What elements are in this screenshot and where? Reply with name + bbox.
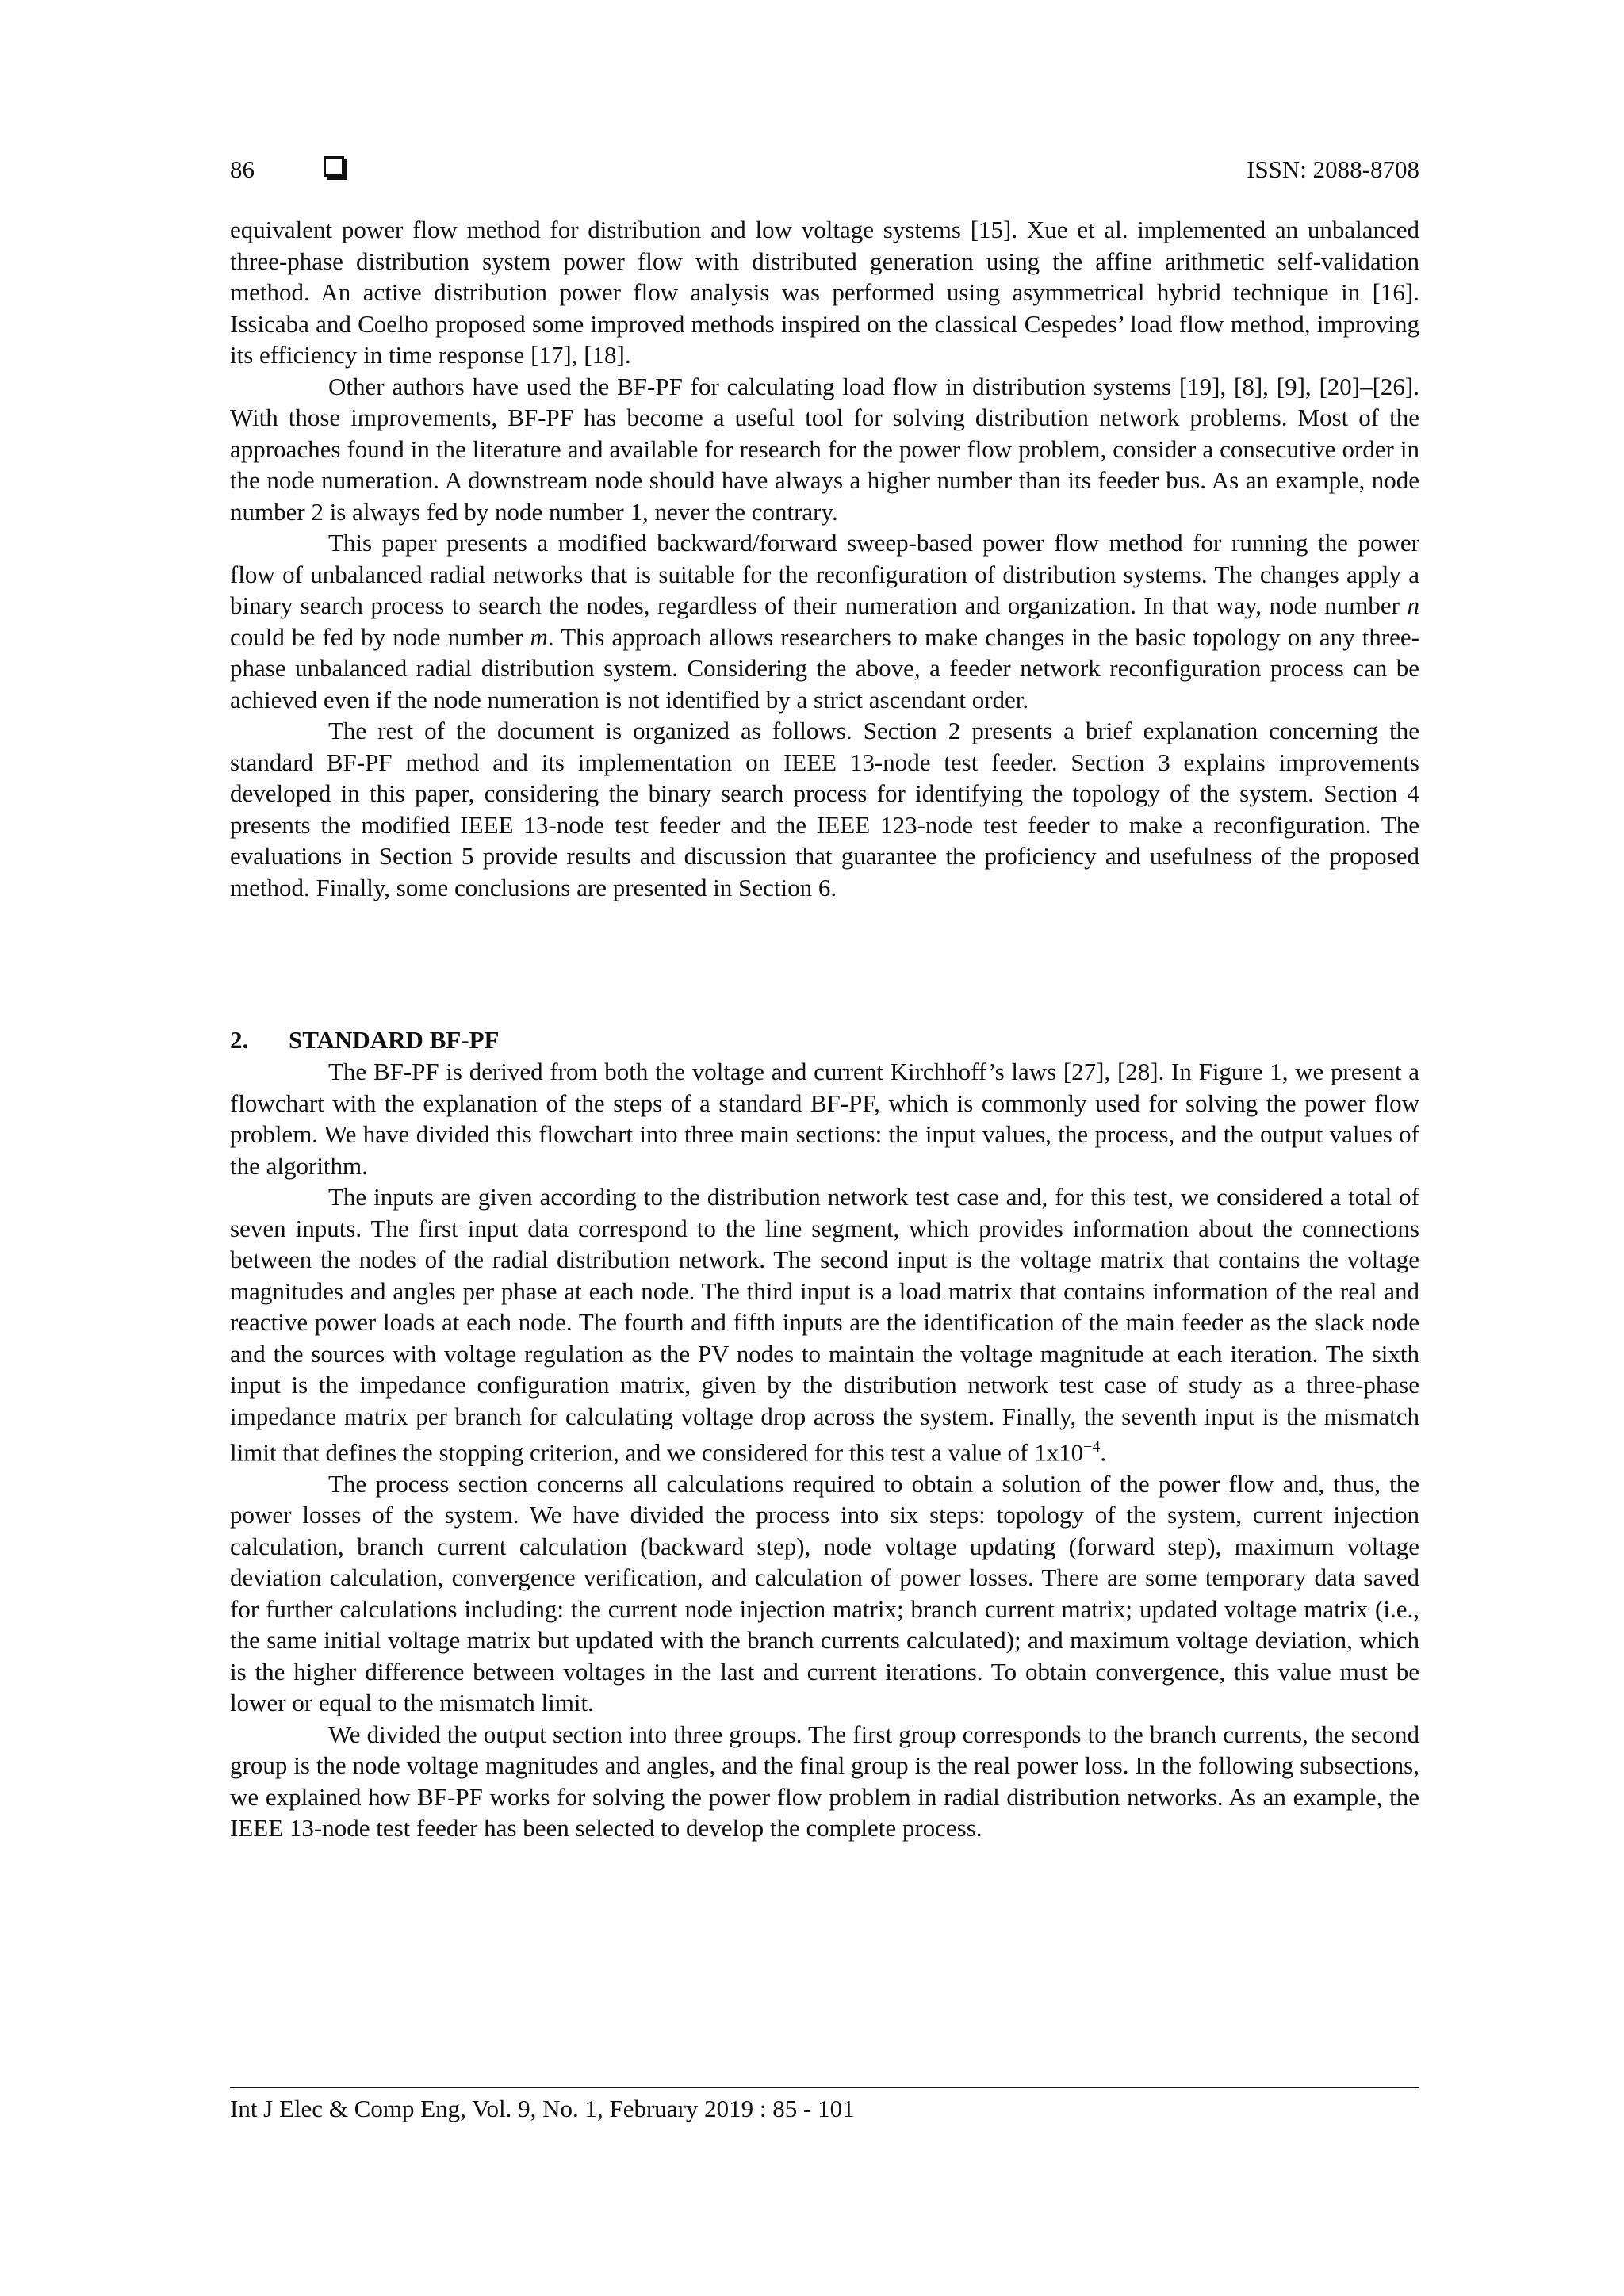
exponent: −4 <box>1083 1438 1101 1456</box>
paragraph-text: . This approach allows researchers to make changes in the basic topology on any three-phase unbalanced radial distribution system. Considering the above, a feeder network reconfiguration process can be achieved even if the node numeration is not identified by a strict ascendant order. <box>230 622 1420 714</box>
section-heading <box>230 1024 1419 1056</box>
paragraph: equivalent power flow method for distribution and low voltage systems [15]. Xue et al. implemented an unbalanced three-phase distribution system power flow with distributed generation using the affine arithmetic self-validation method. An active distribution power flow analysis was performed using asymmetrical hybrid technique in [16]. Issicaba and Coelho proposed some improved methods inspired on the classical Cespedes’ load flow method, improving its efficiency in time response [17], [18]. <box>230 216 1419 369</box>
intro-body <box>230 214 1419 903</box>
section-number: 2. <box>230 1026 249 1054</box>
footer-citation: Int J Elec & Comp Eng, Vol. 9, No. 1, February 2019 : 85 - 101 <box>230 2095 855 2122</box>
paragraph: The rest of the document is organized as follows. Section 2 presents a brief explanation concerning the standard BF-PF method and its implementation on IEEE 13-node test feeder. Section 3 explains improvements developed in this paper, considering the binary search process for identifying the topology of the system. Section 4 presents the modified IEEE 13-node test feeder and the IEEE 123-node test feeder to make a reconfiguration. The evaluations in Section 5 provide results and discussion that guarantee the proficiency and usefulness of the proposed method. Finally, some conclusions are presented in Section 6. <box>230 717 1419 901</box>
variable-m: m <box>530 622 548 651</box>
paragraph-text: could be fed by node number <box>230 622 530 651</box>
checkbox-square-icon <box>324 156 344 177</box>
paragraph <box>230 1181 1419 1468</box>
section-title: STANDARD BF-PF <box>289 1026 500 1054</box>
page-header <box>230 154 1419 186</box>
footer-divider <box>230 2087 1419 2088</box>
paragraph: The process section concerns all calculations required to obtain a solution of the power flow and, thus, the power losses of the system. We have divided the process into six steps: topology of the system, current injection calculation, branch current calculation (backward step), node voltage updating (forward step), maximum voltage deviation calculation, convergence verification, and calculation of power losses. There are some temporary data saved for further calculations including: the current node injection matrix; branch current matrix; updated voltage matrix (i.e., the same initial voltage matrix but updated with the branch currents calculated); and maximum voltage deviation, which is the higher difference between voltages in the last and current iterations. To obtain convergence, this value must be lower or equal to the mismatch limit. <box>230 1469 1419 1717</box>
paragraph-text: This paper presents a modified backward/forward sweep-based power flow method for running the power flow of unbalanced radial networks that is suitable for the reconfiguration of distribution systems. The changes apply a binary search process to search the nodes, regardless of their numeration and organization. In that way, node number <box>230 529 1419 619</box>
variable-n: n <box>1407 591 1419 619</box>
paragraph <box>230 527 1419 715</box>
paragraph: We divided the output section into three groups. The first group corresponds to the branch currents, the second group is the node voltage magnitudes and angles, and the final group is the real power loss. In the following subsections, we explained how BF-PF works for solving the power flow problem in radial distribution networks. As an example, the IEEE 13-node test feeder has been selected to develop the complete process. <box>230 1720 1419 1843</box>
issn-label: ISSN: 2088-8708 <box>1247 155 1419 183</box>
paragraph: Other authors have used the BF-PF for calculating load flow in distribution systems [19], [8], [9], [20]–[26]. With those improvements, BF-PF has become a useful tool for solving distribution network problems. Most of the approaches found in the literature and available for research for the power flow problem, consider a consecutive order in the node numeration. A downstream node should have always a higher number than its feeder bus. As an example, node number 2 is always fed by node number 1, never the contrary. <box>230 372 1419 526</box>
page-number: 86 <box>230 155 255 183</box>
paragraph-text: The inputs are given according to the distribution network test case and, for this test, we considered a total of seven inputs. The first input data correspond to the line segment, which provides information about the connections between the nodes of the radial distribution network. The second input is the voltage matrix that contains the voltage magnitudes and angles per phase at each node. The third input is a load matrix that contains information of the real and reactive power loads at each node. The fourth and fifth inputs are the identification of the main feeder as the slack node and the sources with voltage regulation as the PV nodes to maintain the voltage magnitude at each iteration. The sixth input is the impedance configuration matrix, given by the distribution network test case of study as a three-phase impedance matrix per branch for calculating voltage drop across the system. Finally, the seventh input is the mismatch limit that defines the stopping criterion, and we considered for this test a value of 1x10 <box>230 1183 1419 1467</box>
paragraph-end: . <box>1100 1438 1107 1467</box>
paragraph: The BF-PF is derived from both the voltage and current Kirchhoff’s laws [27], [28]. In Figure 1, we present a flowchart with the explanation of the steps of a standard BF-PF, which is commonly used for solving the power flow problem. We have divided this flowchart into three main sections: the input values, the process, and the output values of the algorithm. <box>230 1058 1419 1180</box>
section-body <box>230 1056 1419 1844</box>
